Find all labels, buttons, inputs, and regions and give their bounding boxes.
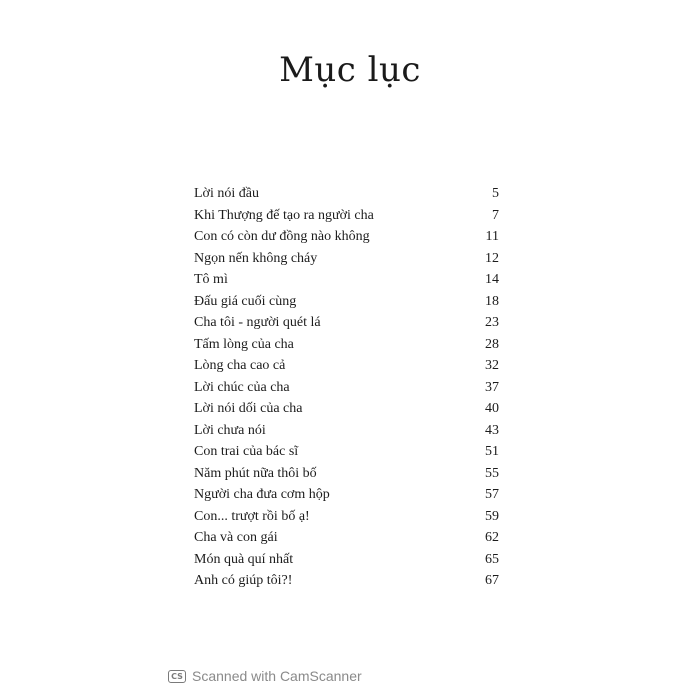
toc-entry-page: 43 bbox=[485, 422, 499, 438]
toc-entry-title: Tấm lòng của cha bbox=[194, 336, 294, 352]
toc-entry-title: Lời chưa nói bbox=[194, 422, 266, 438]
watermark-text: Scanned with CamScanner bbox=[192, 668, 362, 684]
toc-entry-page: 57 bbox=[485, 487, 499, 502]
toc-entry-title: Con... trượt rồi bố ạ! bbox=[194, 508, 310, 524]
toc-entry-title: Người cha đưa cơm hộp bbox=[194, 487, 330, 502]
toc-entry-page: 11 bbox=[485, 229, 499, 244]
toc-entry-title: Con có còn dư đồng nào không bbox=[194, 229, 370, 244]
toc-entry bbox=[194, 530, 499, 552]
toc-entry-page: 5 bbox=[492, 186, 499, 201]
toc-entry-title: Anh có giúp tôi?! bbox=[194, 573, 293, 588]
toc-entry-page: 40 bbox=[485, 401, 499, 416]
toc-entry-title: Tô mì bbox=[194, 272, 228, 287]
toc-entry bbox=[194, 272, 499, 294]
toc-entry bbox=[194, 552, 499, 574]
scanner-watermark bbox=[168, 668, 362, 684]
toc-entry-title: Khi Thượng đế tạo ra người cha bbox=[194, 207, 374, 223]
toc-entry-title: Cha tôi - người quét lá bbox=[194, 315, 321, 330]
toc-entry-title: Cha và con gái bbox=[194, 530, 278, 545]
toc-entry-title: Món quà quí nhất bbox=[194, 551, 294, 567]
page-title: Mục lục bbox=[279, 50, 421, 90]
toc-entry bbox=[194, 509, 499, 531]
toc-entry-page: 59 bbox=[485, 508, 499, 524]
toc-entry bbox=[194, 487, 499, 509]
toc-entry-title: Lòng cha cao cả bbox=[194, 358, 286, 373]
table-of-contents bbox=[194, 186, 499, 595]
toc-entry-page: 65 bbox=[485, 551, 499, 567]
toc-entry bbox=[194, 358, 499, 380]
camscanner-logo-icon: CS bbox=[168, 670, 186, 683]
toc-entry-title: Ngọn nến không cháy bbox=[194, 250, 318, 266]
toc-entry-title: Lời chúc của cha bbox=[194, 379, 290, 395]
toc-entry-page: 12 bbox=[485, 250, 499, 266]
toc-entry-title: Con trai của bác sĩ bbox=[194, 444, 299, 459]
toc-entry bbox=[194, 380, 499, 402]
toc-entry bbox=[194, 423, 499, 445]
toc-entry bbox=[194, 573, 499, 595]
toc-entry-page: 7 bbox=[492, 207, 499, 223]
toc-entry-page: 14 bbox=[485, 272, 499, 287]
toc-entry-page: 28 bbox=[485, 336, 499, 352]
toc-entry bbox=[194, 229, 499, 251]
toc-entry-page: 55 bbox=[485, 465, 499, 481]
toc-entry-title: Lời nói đầu bbox=[194, 186, 259, 201]
toc-entry bbox=[194, 337, 499, 359]
toc-entry bbox=[194, 444, 499, 466]
toc-entry-page: 62 bbox=[485, 530, 499, 545]
toc-entry-page: 23 bbox=[485, 315, 499, 330]
toc-entry bbox=[194, 186, 499, 208]
toc-entry bbox=[194, 294, 499, 316]
toc-entry-page: 51 bbox=[485, 444, 499, 459]
toc-entry-page: 32 bbox=[485, 358, 499, 373]
toc-entry-page: 18 bbox=[485, 293, 499, 309]
toc-entry bbox=[194, 466, 499, 488]
toc-entry bbox=[194, 251, 499, 273]
toc-entry bbox=[194, 315, 499, 337]
toc-entry-title: Lời nói dối của cha bbox=[194, 401, 303, 416]
toc-entry bbox=[194, 401, 499, 423]
toc-entry-page: 67 bbox=[485, 573, 499, 588]
toc-entry-title: Năm phút nữa thôi bố bbox=[194, 465, 317, 481]
toc-entry-page: 37 bbox=[485, 379, 499, 395]
toc-entry-title: Đấu giá cuối cùng bbox=[194, 293, 297, 309]
toc-entry bbox=[194, 208, 499, 230]
